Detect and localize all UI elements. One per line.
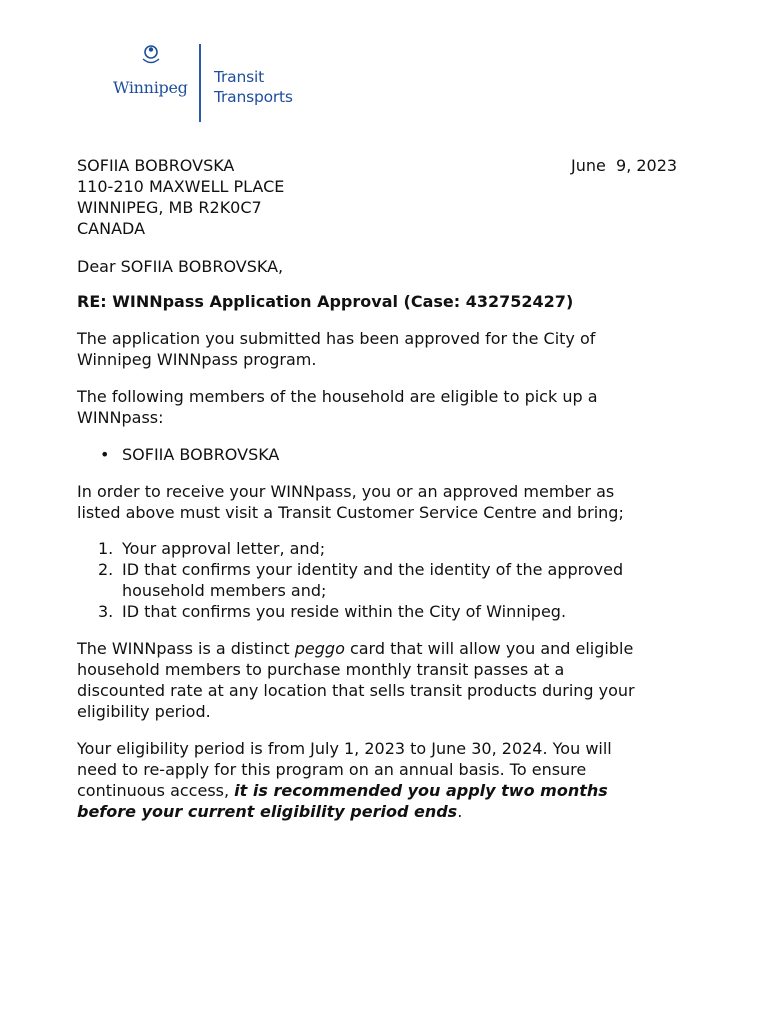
winnpass-paragraph-line1 <box>77 638 633 659</box>
recipient-address-line1: 110-210 MAXWELL PLACE <box>77 177 285 196</box>
eligibility-text: . <box>457 802 463 821</box>
recipient-country: CANADA <box>77 219 146 238</box>
winnipeg-transit-logo <box>110 40 310 124</box>
recipient-name: SOFIIA BOBROVSKA <box>77 156 235 175</box>
logo-city-name: Winnipeg <box>113 78 188 97</box>
eligible-paragraph-line1: The following members of the household are eligible to pick up a <box>77 387 598 406</box>
requirement-item-2-line1: ID that confirms your identity and the identity of the approved <box>122 560 624 579</box>
eligibility-paragraph-line1: Your eligibility period is from July 1, 2023 to June 30, 2024. You will <box>77 739 612 758</box>
eligibility-paragraph-line4 <box>77 801 462 822</box>
recipient-address-line2: WINNIPEG, MB R2K0C7 <box>77 198 262 217</box>
eligible-paragraph-line2: WINNpass: <box>77 408 164 427</box>
eligibility-text: continuous access, <box>77 781 235 800</box>
member-list-item: SOFIIA BOBROVSKA <box>122 445 280 464</box>
requirement-number-3: 3. <box>98 602 114 621</box>
eligibility-paragraph-line3 <box>77 780 608 801</box>
recommendation-emphasis: it is recommended you apply two months <box>234 781 608 800</box>
approval-paragraph-line1: The application you submitted has been approved for the City of <box>77 329 596 348</box>
logo-divider <box>199 44 201 122</box>
eligibility-paragraph-line2: need to re-apply for this program on an annual basis. To ensure <box>77 760 587 779</box>
winnpass-text: The WINNpass is a distinct <box>77 639 295 658</box>
recommendation-emphasis: before your current eligibility period ends <box>77 802 458 821</box>
requirement-item-2-line2: household members and; <box>122 581 327 600</box>
requirement-item-3: ID that confirms you reside within the City of Winnipeg. <box>122 602 567 621</box>
instructions-paragraph-line1: In order to receive your WINNpass, you or an approved member as <box>77 482 615 501</box>
letter-date: June 9, 2023 <box>571 156 678 175</box>
winnpass-paragraph-line3: discounted rate at any location that sells transit products during your <box>77 681 635 700</box>
requirement-number-1: 1. <box>98 539 114 558</box>
logo-transit-text: Transit <box>214 68 264 86</box>
subject-line: RE: WINNpass Application Approval (Case: 432752427) <box>77 292 574 311</box>
approval-paragraph-line2: Winnipeg WINNpass program. <box>77 350 317 369</box>
winnpass-paragraph-line4: eligibility period. <box>77 702 211 721</box>
salutation: Dear SOFIIA BOBROVSKA, <box>77 257 284 276</box>
instructions-paragraph-line2: listed above must visit a Transit Customer Service Centre and bring; <box>77 503 624 522</box>
requirement-item-1: Your approval letter, and; <box>122 539 326 558</box>
winnpass-text: card that will allow you and eligible <box>344 639 634 658</box>
peggo-emphasis: peggo <box>294 639 345 658</box>
bullet-icon: • <box>100 445 110 464</box>
winnpass-paragraph-line2: household members to purchase monthly transit passes at a <box>77 660 565 679</box>
winnipeg-emblem-icon <box>141 42 161 68</box>
requirement-number-2: 2. <box>98 560 114 579</box>
logo-transports-text: Transports <box>214 88 293 106</box>
